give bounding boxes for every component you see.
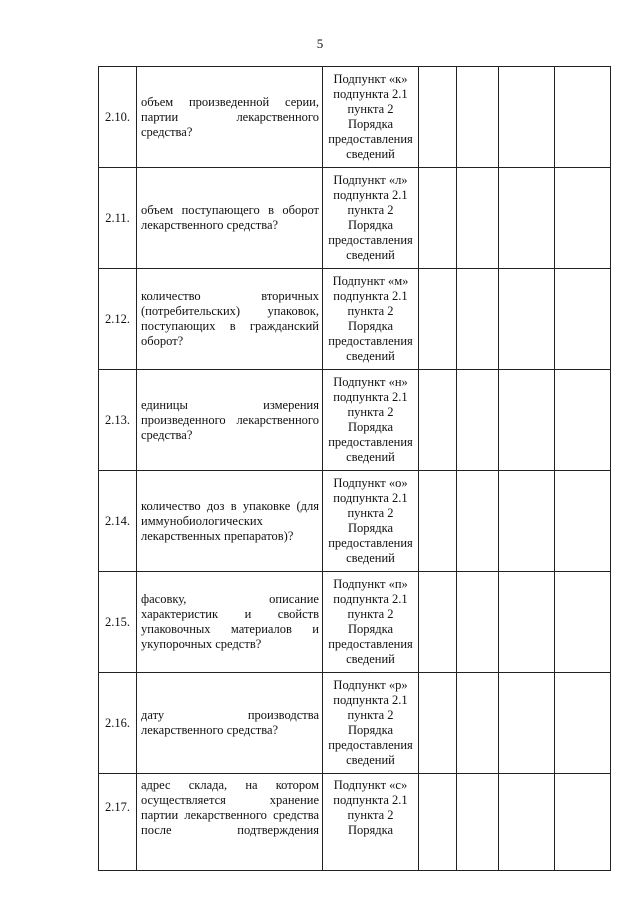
row-number: 2.15. xyxy=(99,572,137,673)
table-row xyxy=(99,471,611,572)
reference-line: Порядка xyxy=(347,218,394,232)
reference-line: подпункта 2.1 xyxy=(333,491,408,505)
reference-line: сведений xyxy=(346,248,395,262)
reference-line: Порядка xyxy=(347,117,394,131)
reference-line: предоставления xyxy=(328,334,413,348)
reference-line: Порядка xyxy=(347,723,394,737)
answer-yes-cell xyxy=(419,673,457,774)
table-row xyxy=(99,67,611,168)
question-line: произведенного лекарственного xyxy=(141,412,319,427)
question-line: партии лекарственного xyxy=(141,109,319,124)
question-cell xyxy=(137,67,323,168)
reference-line: Подпункт «к» xyxy=(333,72,408,86)
notes-cell xyxy=(555,471,611,572)
question-cell xyxy=(137,370,323,471)
reference-cell xyxy=(323,168,419,269)
reference-line: предоставления xyxy=(328,637,413,651)
answer-na-cell xyxy=(499,471,555,572)
question-cell xyxy=(137,168,323,269)
question-line: после подтверждения xyxy=(141,823,319,837)
answer-yes-cell xyxy=(419,370,457,471)
reference-line: подпункта 2.1 xyxy=(333,693,408,707)
question-line: адрес склада, на котором xyxy=(141,778,319,792)
row-number: 2.10. xyxy=(99,67,137,168)
notes-cell xyxy=(555,572,611,673)
answer-yes-cell xyxy=(419,471,457,572)
reference-line: сведений xyxy=(346,147,395,161)
question-line: фасовку, описание xyxy=(141,592,319,606)
answer-no-cell xyxy=(457,572,499,673)
reference-line: пункта 2 xyxy=(347,808,394,822)
answer-yes-cell xyxy=(419,774,457,871)
question-line: укупорочных средств? xyxy=(141,637,262,651)
checklist-body xyxy=(99,67,611,871)
question-line: поступающих в гражданский xyxy=(141,319,319,333)
question-cell xyxy=(137,673,323,774)
reference-line: Подпункт «л» xyxy=(333,173,408,187)
reference-line: Подпункт «р» xyxy=(333,678,408,692)
answer-na-cell xyxy=(499,67,555,168)
answer-no-cell xyxy=(457,774,499,871)
question-line: лекарственного средства? xyxy=(141,218,279,232)
answer-na-cell xyxy=(499,370,555,471)
reference-line: Подпункт «о» xyxy=(333,476,408,490)
reference-line: подпункта 2.1 xyxy=(333,592,408,606)
reference-line: сведений xyxy=(346,652,395,666)
reference-cell xyxy=(323,673,419,774)
reference-line: Подпункт «с» xyxy=(333,778,408,792)
reference-line: сведений xyxy=(346,551,395,565)
answer-na-cell xyxy=(499,168,555,269)
notes-cell xyxy=(555,269,611,370)
reference-line: предоставления xyxy=(328,435,413,449)
answer-no-cell xyxy=(457,471,499,572)
question-line: лекарственного средства? xyxy=(141,723,279,737)
question-line: объем произведенной серии, xyxy=(141,94,319,109)
reference-line: Порядка xyxy=(347,622,394,636)
reference-cell xyxy=(323,269,419,370)
question-line: дату производства xyxy=(141,708,319,722)
question-line: средства? xyxy=(141,427,193,442)
answer-na-cell xyxy=(499,774,555,871)
row-number: 2.11. xyxy=(99,168,137,269)
reference-line: Подпункт «п» xyxy=(333,577,408,591)
answer-yes-cell xyxy=(419,572,457,673)
notes-cell xyxy=(555,67,611,168)
reference-line: сведений xyxy=(346,753,395,767)
question-line: характеристик и свойств xyxy=(141,607,319,621)
question-line: количество вторичных xyxy=(141,289,319,303)
question-line: (потребительских) упаковок, xyxy=(141,304,319,318)
question-cell xyxy=(137,471,323,572)
question-line: оборот? xyxy=(141,334,184,348)
reference-line: пункта 2 xyxy=(347,304,394,318)
row-number: 2.14. xyxy=(99,471,137,572)
row-number: 2.13. xyxy=(99,370,137,471)
row-number: 2.12. xyxy=(99,269,137,370)
reference-line: пункта 2 xyxy=(347,405,394,419)
checklist-table xyxy=(98,66,611,871)
row-number: 2.16. xyxy=(99,673,137,774)
reference-line: сведений xyxy=(346,349,395,363)
notes-cell xyxy=(555,673,611,774)
reference-cell xyxy=(323,370,419,471)
row-number: 2.17. xyxy=(99,774,137,871)
page-number: 5 xyxy=(316,36,324,51)
table-row xyxy=(99,572,611,673)
reference-line: пункта 2 xyxy=(347,102,394,116)
question-line: партии лекарственного средства xyxy=(141,808,319,822)
answer-no-cell xyxy=(457,67,499,168)
table-row xyxy=(99,673,611,774)
question-line: единицы измерения xyxy=(141,397,319,412)
answer-no-cell xyxy=(457,168,499,269)
notes-cell xyxy=(555,168,611,269)
table-row xyxy=(99,774,611,871)
reference-line: предоставления xyxy=(328,233,413,247)
question-line: лекарственных препаратов)? xyxy=(141,528,294,543)
answer-na-cell xyxy=(499,269,555,370)
answer-na-cell xyxy=(499,572,555,673)
reference-line: сведений xyxy=(346,450,395,464)
question-line: иммунобиологических xyxy=(141,513,263,528)
reference-line: подпункта 2.1 xyxy=(333,188,408,202)
answer-no-cell xyxy=(457,673,499,774)
reference-line: пункта 2 xyxy=(347,506,394,520)
reference-line: пункта 2 xyxy=(347,607,394,621)
reference-line: пункта 2 xyxy=(347,203,394,217)
table-row xyxy=(99,269,611,370)
reference-cell xyxy=(323,572,419,673)
question-cell xyxy=(137,269,323,370)
question-cell xyxy=(137,774,323,871)
answer-yes-cell xyxy=(419,269,457,370)
question-line: объем поступающего в оборот xyxy=(141,203,319,217)
reference-line: Порядка xyxy=(347,319,394,333)
reference-line: подпункта 2.1 xyxy=(333,87,408,101)
reference-line: Порядка xyxy=(347,420,394,434)
reference-line: предоставления xyxy=(328,738,413,752)
reference-cell xyxy=(323,67,419,168)
reference-line: предоставления xyxy=(328,536,413,550)
question-line: количество доз в упаковке (для xyxy=(141,498,319,513)
question-line: упаковочных материалов и xyxy=(141,622,319,636)
notes-cell xyxy=(555,774,611,871)
answer-yes-cell xyxy=(419,168,457,269)
reference-line: Подпункт «м» xyxy=(332,274,409,288)
notes-cell xyxy=(555,370,611,471)
reference-line: Подпункт «н» xyxy=(333,375,408,389)
reference-cell xyxy=(323,471,419,572)
reference-cell xyxy=(323,774,419,871)
reference-line: подпункта 2.1 xyxy=(333,390,408,404)
answer-yes-cell xyxy=(419,67,457,168)
reference-line: подпункта 2.1 xyxy=(333,793,408,807)
table-row xyxy=(99,168,611,269)
reference-line: Порядка xyxy=(347,823,394,837)
question-cell xyxy=(137,572,323,673)
question-line: осуществляется хранение xyxy=(141,793,319,807)
table-row xyxy=(99,370,611,471)
reference-line: подпункта 2.1 xyxy=(333,289,408,303)
answer-no-cell xyxy=(457,269,499,370)
answer-na-cell xyxy=(499,673,555,774)
question-line: средства? xyxy=(141,124,193,139)
reference-line: предоставления xyxy=(328,132,413,146)
reference-line: пункта 2 xyxy=(347,708,394,722)
reference-line: Порядка xyxy=(347,521,394,535)
answer-no-cell xyxy=(457,370,499,471)
